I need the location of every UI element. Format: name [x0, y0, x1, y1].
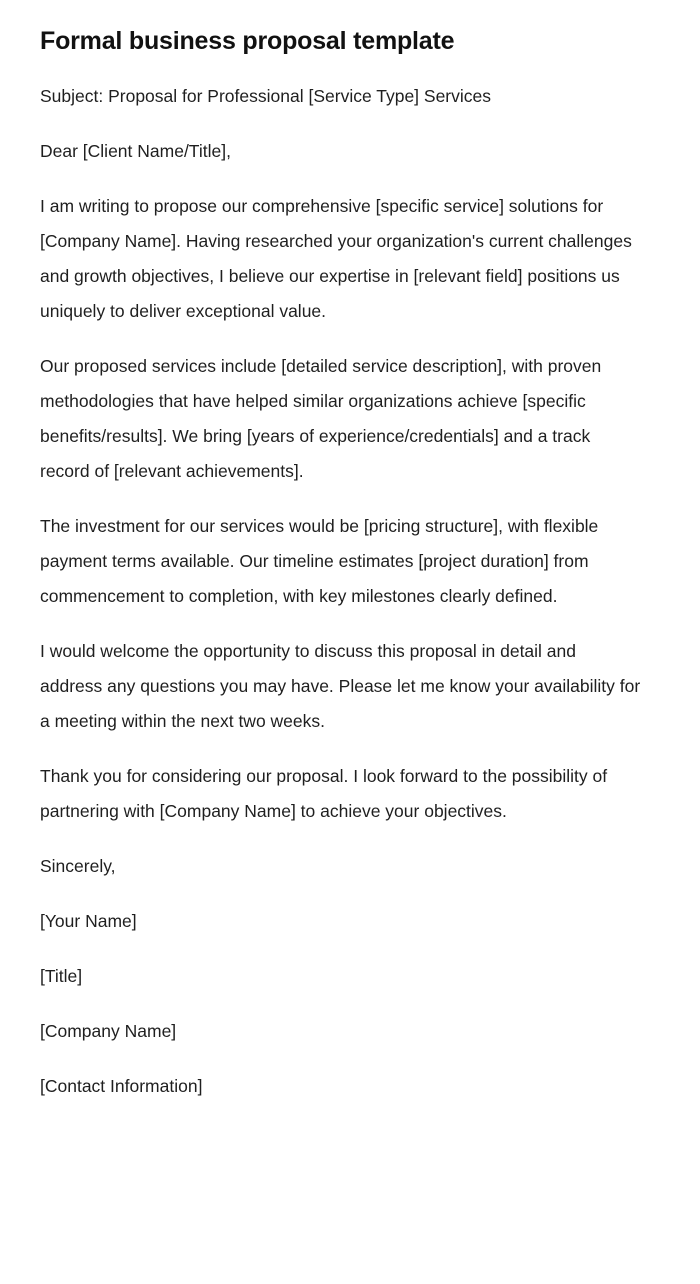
body-paragraph-4: I would welcome the opportunity to discuss this proposal in detail and address any questions you may have. Please let me know your availability for a meeting within the next two weeks.: [40, 641, 641, 732]
page-title: Formal business proposal template: [40, 27, 455, 55]
closing-salutation: Sincerely,: [40, 856, 116, 877]
body-paragraph-2: Our proposed services include [detailed service description], with proven methodologies that have helped similar organizations achieve [specific benefits/results]. We bring [years of experience/credentials] and a track record of [relevant achievements].: [40, 356, 602, 482]
body-paragraph-1: I am writing to propose our comprehensive [specific service] solutions for [Company Name]. Having researched your organization's current challenges and growth objectives, I believe our expertise in [relevant field] positions us uniquely to deliver exceptional value.: [40, 196, 632, 322]
signature-contact-information: [Contact Information]: [40, 1076, 203, 1097]
body-paragraph-3: The investment for our services would be [pricing structure], with flexible payment terms available. Our timeline estimates [project duration] from commencement to completion, with key milestones clearly defined.: [40, 516, 599, 607]
signature-company-name: [Company Name]: [40, 1021, 177, 1042]
signature-your-name: [Your Name]: [40, 911, 137, 932]
body-paragraph-5: Thank you for considering our proposal. I look forward to the possibility of partnering with [Company Name] to achieve your objectives.: [40, 766, 608, 822]
salutation: Dear [Client Name/Title],: [40, 141, 231, 162]
subject-line: Subject: Proposal for Professional [Service Type] Services: [40, 86, 492, 107]
signature-title: [Title]: [40, 966, 83, 987]
